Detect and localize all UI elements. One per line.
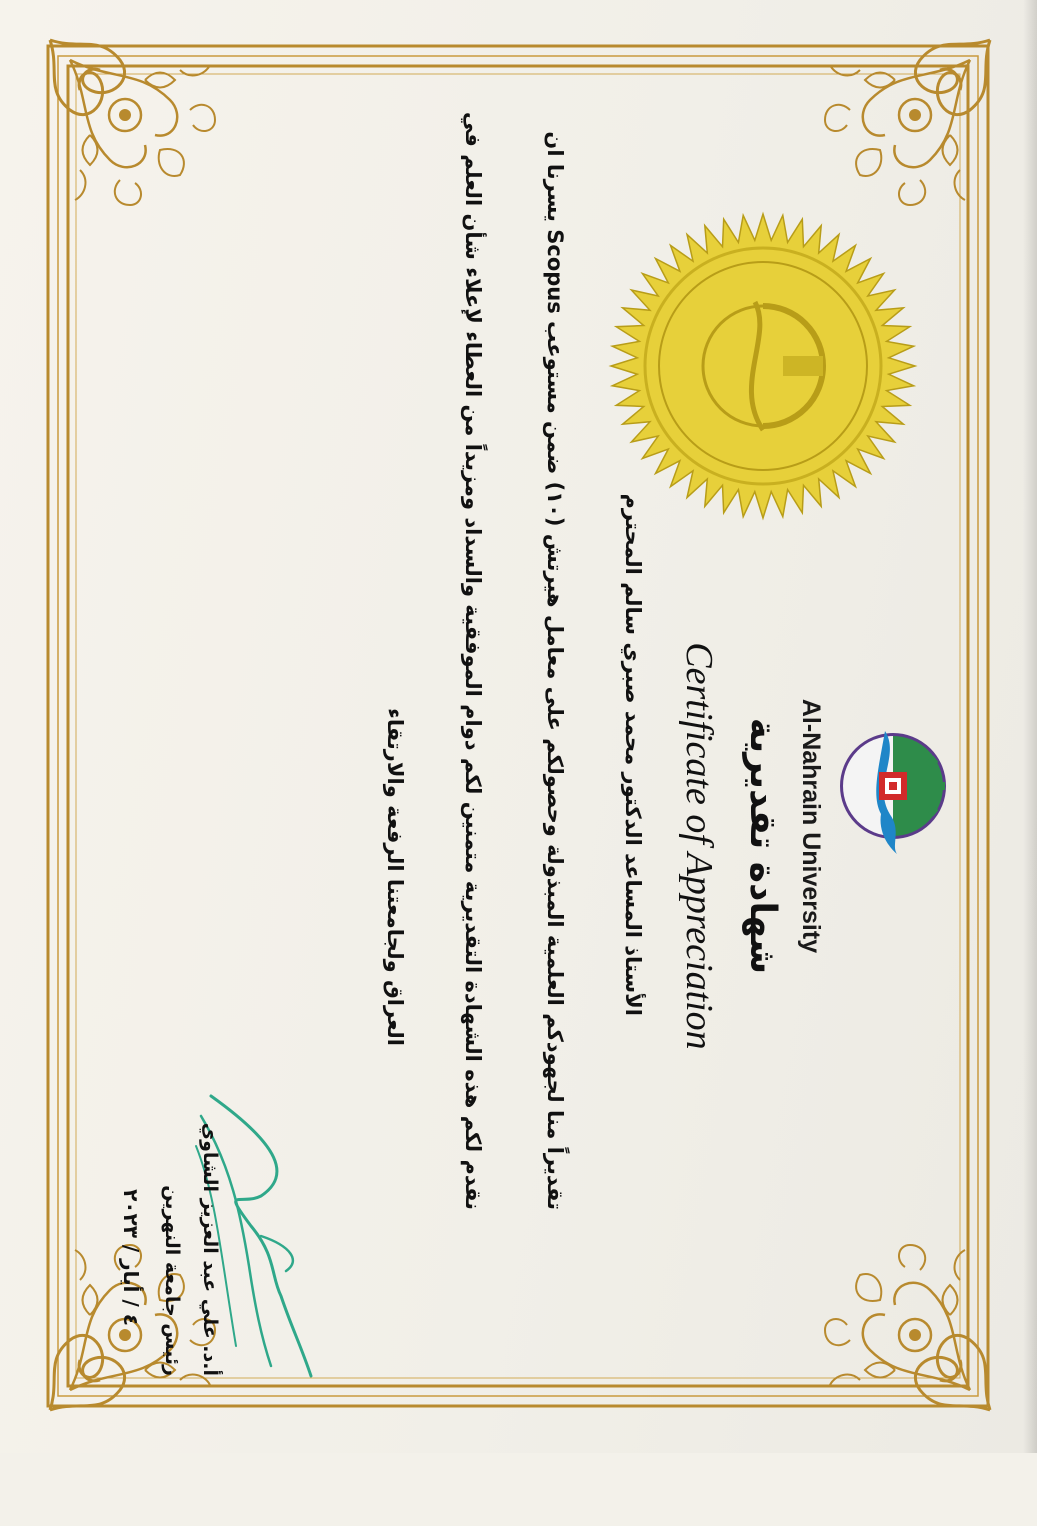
university-logo-icon	[823, 716, 963, 856]
gold-seal-icon	[603, 206, 923, 526]
signatory-name: أ.د. علي عبد العزيز الشاوي	[199, 1122, 221, 1376]
signature-block	[101, 1056, 361, 1416]
body-line-2: تقديراً منا لجهودكم العلمية المبذولة وحصولكم على معامل هيرتش (١٠) ضمن مستوعب Scopus يسرنا ان	[543, 131, 567, 1210]
body-line-3: نقدم لكم هذه الشهادة التقديرية متمنين لكم دوام الموفقية والسداد ومزيداً من العطاء لإعلاء شأن العلم في	[461, 111, 485, 1210]
certificate-content	[73, 46, 963, 1406]
body-line-recipient: الأستاذ المساعد الدكتور محمد صبري سالم المحترم	[621, 493, 645, 1016]
certificate-date: ٤ / أيار / ٢٠٢٣	[119, 1189, 143, 1326]
university-name: Al-Nahrain University	[797, 698, 825, 954]
signatory-title: رئيس جامعة النهرين	[161, 1185, 183, 1376]
certificate-title-arabic: شهادة تقديرية	[742, 717, 783, 975]
certificate-title-english: Certificate of Appreciation	[678, 642, 720, 1050]
body-line-4: العراق ولجامعتنا الرفعة والارتقاء	[383, 708, 407, 1046]
